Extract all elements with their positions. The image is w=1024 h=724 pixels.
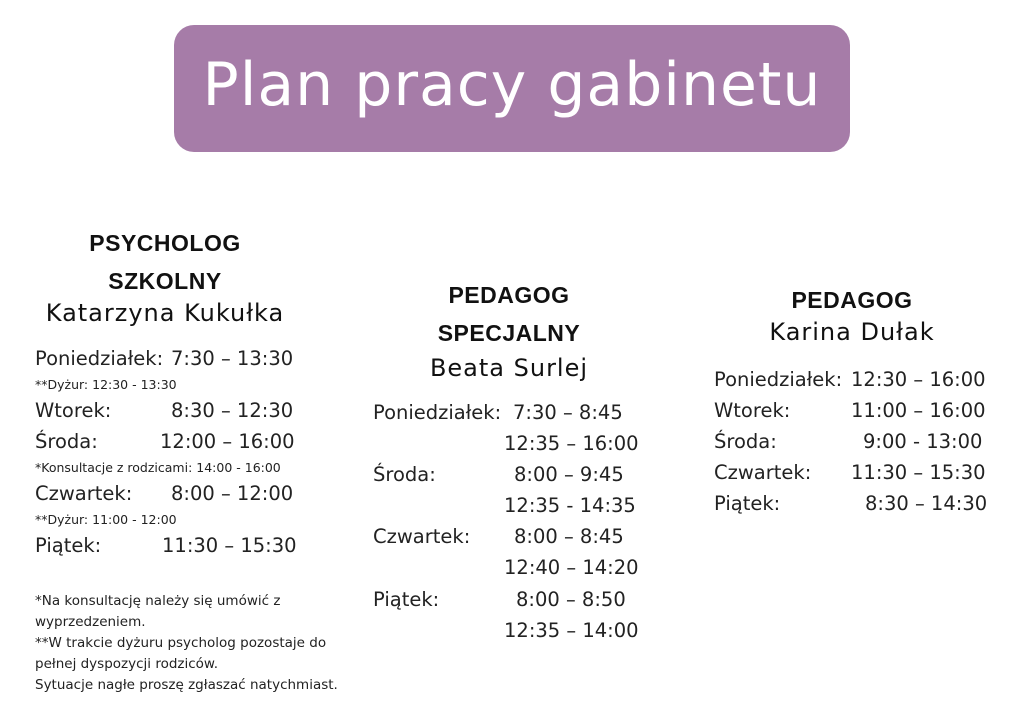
educator-role-line1: PEDAGOG bbox=[791, 287, 913, 313]
schedule-time: 12:35 – 16:00 bbox=[504, 432, 639, 455]
schedule-time: 8:00 – 12:00 bbox=[171, 482, 294, 505]
schedule-day: Poniedziałek: bbox=[35, 347, 164, 370]
schedule-time: 11:30 – 15:30 bbox=[162, 534, 297, 557]
schedule-time: 8:30 – 12:30 bbox=[171, 399, 294, 422]
schedule-time: 8:00 – 8:50 bbox=[516, 588, 626, 611]
footnote: wyprzedzeniem. bbox=[35, 614, 146, 630]
psychologist-role-line2: SZKOLNY bbox=[108, 268, 222, 294]
footnote: **W trakcie dyżuru psycholog pozostaje do bbox=[35, 635, 327, 651]
schedule-time: 11:30 – 15:30 bbox=[851, 461, 986, 484]
schedule-time: 12:35 - 14:35 bbox=[504, 494, 636, 517]
schedule-time: 7:30 – 13:30 bbox=[171, 347, 294, 370]
schedule-day: Piątek: bbox=[35, 534, 102, 557]
schedule-time: 12:35 – 14:00 bbox=[504, 619, 639, 642]
schedule-time: 12:40 – 14:20 bbox=[504, 556, 639, 579]
footnote: *Na konsultację należy się umówić z bbox=[35, 593, 281, 609]
special-educator-role-line1: PEDAGOG bbox=[448, 282, 570, 308]
schedule-time: 7:30 – 8:45 bbox=[513, 401, 623, 424]
schedule-day: Wtorek: bbox=[714, 399, 791, 422]
page-title: Plan pracy gabinetu bbox=[202, 49, 822, 120]
schedule-day: Środa: bbox=[373, 463, 436, 486]
special-educator-role-line2: SPECJALNY bbox=[437, 320, 581, 346]
schedule-day: Czwartek: bbox=[35, 482, 133, 505]
educator-name: Karina Dułak bbox=[769, 318, 935, 346]
schedule-time: 9:00 - 13:00 bbox=[863, 430, 983, 453]
schedule-time: 8:00 – 8:45 bbox=[514, 525, 624, 548]
schedule-day: Wtorek: bbox=[35, 399, 112, 422]
schedule-day: Środa: bbox=[714, 430, 777, 453]
special-educator-name: Beata Surlej bbox=[429, 354, 589, 382]
schedule-day: Czwartek: bbox=[373, 525, 471, 548]
schedule-time: 8:00 – 9:45 bbox=[514, 463, 624, 486]
schedule-day: Czwartek: bbox=[714, 461, 812, 484]
schedule-note: **Dyżur: 11:00 - 12:00 bbox=[35, 512, 177, 527]
schedule-day: Piątek: bbox=[714, 492, 781, 515]
schedule-time: 12:30 – 16:00 bbox=[851, 368, 986, 391]
footnote: pełnej dyspozycji rodziców. bbox=[35, 656, 219, 672]
footnote: Sytuacje nagłe proszę zgłaszać natychmiast. bbox=[35, 677, 338, 693]
schedule-day: Poniedziałek: bbox=[714, 368, 843, 391]
psychologist-name: Katarzyna Kukułka bbox=[45, 299, 285, 327]
psychologist-role-line1: PSYCHOLOG bbox=[89, 230, 241, 256]
schedule-note: **Dyżur: 12:30 - 13:30 bbox=[35, 377, 177, 392]
schedule-time: 8:30 – 14:30 bbox=[865, 492, 988, 515]
schedule-day: Środa: bbox=[35, 430, 98, 453]
title-banner bbox=[174, 25, 850, 152]
schedule-time: 12:00 – 16:00 bbox=[160, 430, 295, 453]
schedule-day: Poniedziałek: bbox=[373, 401, 502, 424]
schedule-time: 11:00 – 16:00 bbox=[851, 399, 986, 422]
schedule-day: Piątek: bbox=[373, 588, 440, 611]
schedule-note: *Konsultacje z rodzicami: 14:00 - 16:00 bbox=[35, 460, 281, 475]
